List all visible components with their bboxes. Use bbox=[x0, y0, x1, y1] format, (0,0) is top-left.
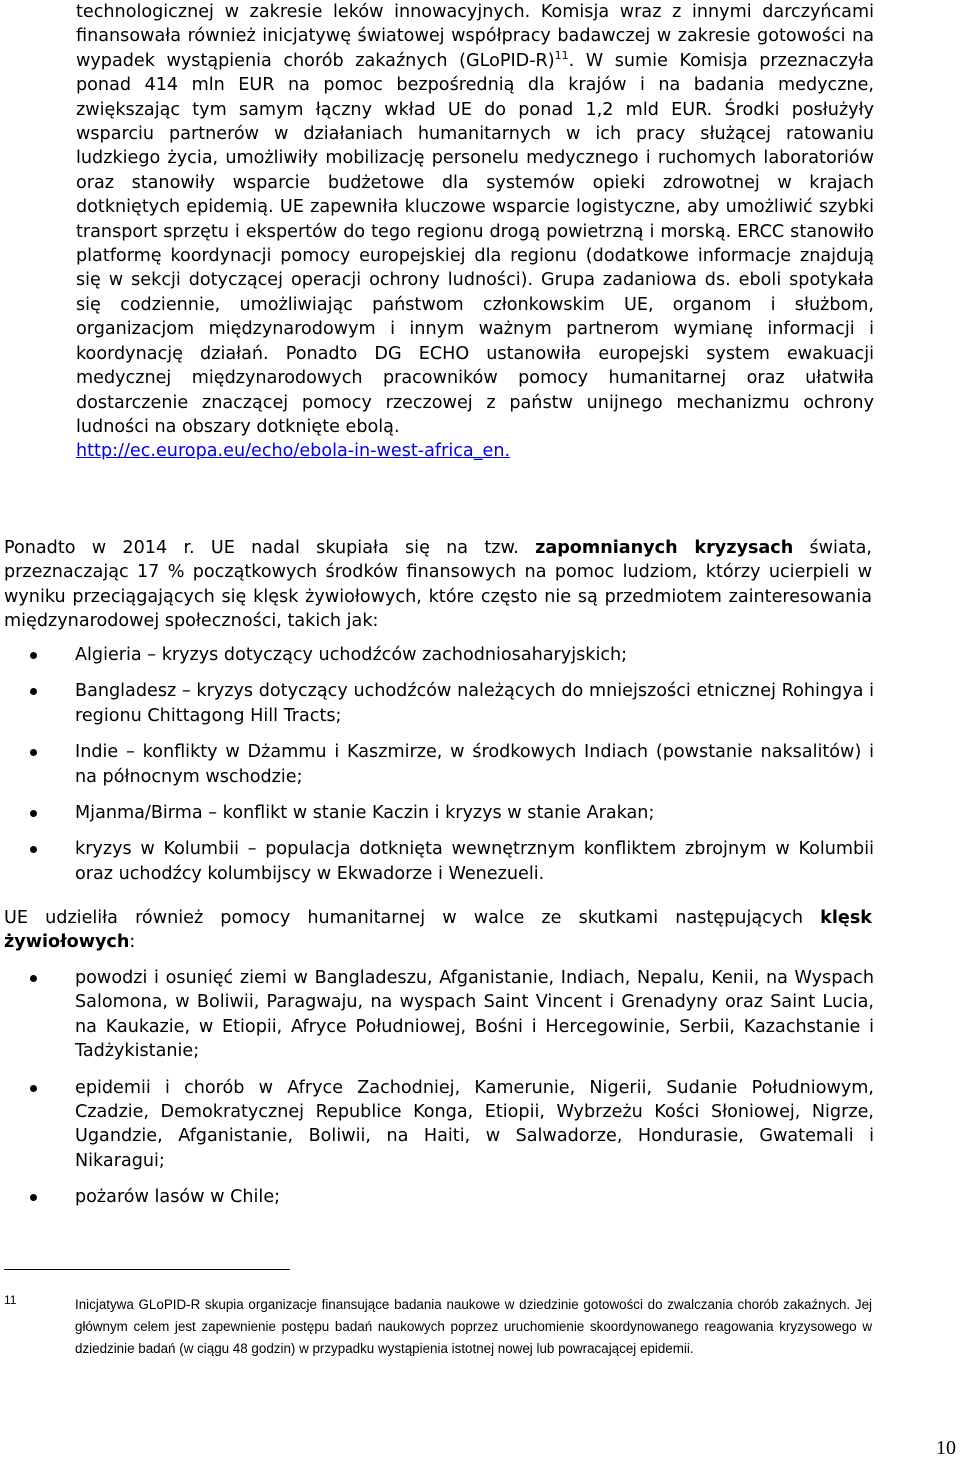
forgotten-post: świata, przeznaczając 17 % początkowych środków finansowych na pomoc ludziom, którzy ucierpieli w wyniku przeciągających się klęsk żywiołowych, które często nie są przedmiotem zainteresowania międzynarodowej społeczności, takich jak: bbox=[4, 538, 873, 632]
list-item bbox=[0, 1076, 874, 1174]
list-item-text: Mjanma/Birma – konflikt w stanie Kaczin i kryzys w stanie Arakan; bbox=[75, 803, 655, 824]
footnote-ref-11[interactable]: 11 bbox=[554, 48, 569, 62]
list-item bbox=[0, 679, 874, 728]
bullet-icon bbox=[30, 1194, 37, 1201]
footnote-divider bbox=[4, 1269, 290, 1270]
bullet-icon bbox=[30, 652, 37, 659]
footnote-number: 11 bbox=[4, 1293, 17, 1307]
bullet-icon bbox=[30, 975, 37, 982]
forgotten-pre: Ponadto w 2014 r. UE nadal skupiała się na tzw. bbox=[4, 538, 536, 558]
list-item bbox=[0, 837, 874, 886]
natural-disasters-list bbox=[0, 966, 874, 1222]
ebola-link[interactable]: http://ec.europa.eu/echo/ebola-in-west-africa_en. bbox=[76, 441, 511, 462]
forgotten-crises-list bbox=[0, 643, 874, 898]
forgotten-bold: zapomnianych kryzysach bbox=[535, 538, 794, 558]
bullet-icon bbox=[30, 810, 37, 817]
list-item bbox=[0, 740, 874, 789]
forgotten-crises-intro bbox=[4, 536, 872, 634]
list-item bbox=[0, 643, 874, 667]
list-item-text: powodzi i osunięć ziemi w Bangladeszu, Afganistanie, Indiach, Nepalu, Kenii, na Wyspach Salomona, w Boliwii, Paragwaju, na wyspach Saint Vincent i Grenadyny oraz Saint Lucia, na Kaukazie, w Etiopii, Afryce Południowej, Bośni i Hercegowinie, Serbii, Kazachstanie i Tadżykistanie; bbox=[75, 968, 874, 1062]
list-item-text: Bangladesz – kryzys dotyczący uchodźców należących do mniejszości etnicznej Rohingya i regionu Chittagong Hill Tracts; bbox=[75, 681, 874, 726]
ebola-text-start: technologicznej w zakresie leków innowacyjnych. Komisja wraz z innymi darczyńcami finansowała również inicjatywę światowej współpracy badawczej w zakresie gotowości na wypadek wystąpienia chorób zakaźnych (GLoPID-R) bbox=[76, 2, 874, 71]
bullet-icon bbox=[30, 846, 37, 853]
page-number: 10 bbox=[936, 1437, 956, 1459]
list-item bbox=[0, 1185, 874, 1209]
list-item-text: kryzys w Kolumbii – populacja dotknięta wewnętrznym konfliktem zbrojnym w Kolumbii oraz uchodźcy kolumbijscy w Ekwadorze i Wenezueli. bbox=[75, 839, 874, 884]
list-item bbox=[0, 801, 874, 825]
ebola-paragraph bbox=[76, 0, 874, 464]
natural-disasters-intro bbox=[4, 906, 872, 955]
footnote-text: Inicjatywa GLoPID-R skupia organizacje finansujące badania naukowe w dziedzinie gotowości do zwalczania chorób zakaźnych. Jej głównym celem jest zapewnienie postępu badań naukowych poprzez uruchomienie skoordynowanego reagowania kryzysowego w dziedzinie badań (w ciągu 48 godzin) w przypadku wystąpienia istotnej nowej lub powracającej epidemii. bbox=[75, 1297, 872, 1356]
list-item-text: Indie – konflikty w Dżammu i Kaszmirze, w środkowych Indiach (powstanie naksalitów) i na północnym wschodzie; bbox=[75, 742, 874, 787]
ebola-paragraph-block bbox=[76, 0, 874, 464]
list-item-text: epidemii i chorób w Afryce Zachodniej, Kamerunie, Nigerii, Sudanie Południowym, Czadzie, Demokratycznej Republice Konga, Etiopii, Wybrzeżu Kości Słoniowej, Nigrze, Ugandzie, Afganistanie, Boliwii, na Haiti, w Salwadorze, Hondurasie, Gwatemali i Nikaragui; bbox=[75, 1077, 874, 1171]
bullet-icon bbox=[30, 688, 37, 695]
list-item-text: Algieria – kryzys dotyczący uchodźców zachodniosaharyjskich; bbox=[75, 645, 628, 665]
disasters-bold: klęsk żywiołowych bbox=[4, 908, 872, 953]
bullet-icon bbox=[30, 1085, 37, 1092]
list-item bbox=[0, 966, 874, 1064]
bullet-icon bbox=[30, 749, 37, 756]
ebola-text-cont: . W sumie Komisja przeznaczyła ponad 414 mln EUR na pomoc bezpośrednią dla krajów i na badania medyczne, zwiększając tym samym łączny wkład UE do ponad 1,2 mld EUR. Środki posłużyły wsparciu partnerów w działaniach humanitarnych w ich pracy służącej ratowaniu ludzkiego życia, umożliwiły mobilizację personelu medycznego i ruchomych laboratoriów oraz stanowiły wsparcie budżetowe dla systemów opieki zdrowotnej w krajach dotkniętych epidemią. UE zapewniła kluczowe wsparcie logistyczne, aby umożliwić szybki transport sprzętu i ekspertów do tego regionu drogą powietrzną i morską. ERCC stanowiło platformę koordynacji pomocy europejskiej dla regionu (dodatkowe informacje znajdują się w sekcji dotyczącej operacji ochrony ludności). Grupa zadaniowa ds. eboli spotykała się codziennie, umożliwiając państwom członkowskim UE, organom i służbom, organizacjom międzynarodowym i innym ważnym partnerom wymianę informacji i koordynację działań. Ponadto DG ECHO ustanowiła europejski system ewakuacji medycznej międzynarodowych pracowników pomocy humanitarnej oraz ułatwiła dostarczenie znaczącej pomocy rzeczowej z państw unijnego mechanizmu ochrony ludności na obszary dotknięte ebolą. bbox=[76, 50, 874, 437]
list-item-text: pożarów lasów w Chile; bbox=[75, 1187, 281, 1208]
disasters-post: : bbox=[129, 932, 136, 953]
disasters-pre: UE udzieliła również pomocy humanitarnej w walce ze skutkami następujących bbox=[4, 908, 821, 928]
